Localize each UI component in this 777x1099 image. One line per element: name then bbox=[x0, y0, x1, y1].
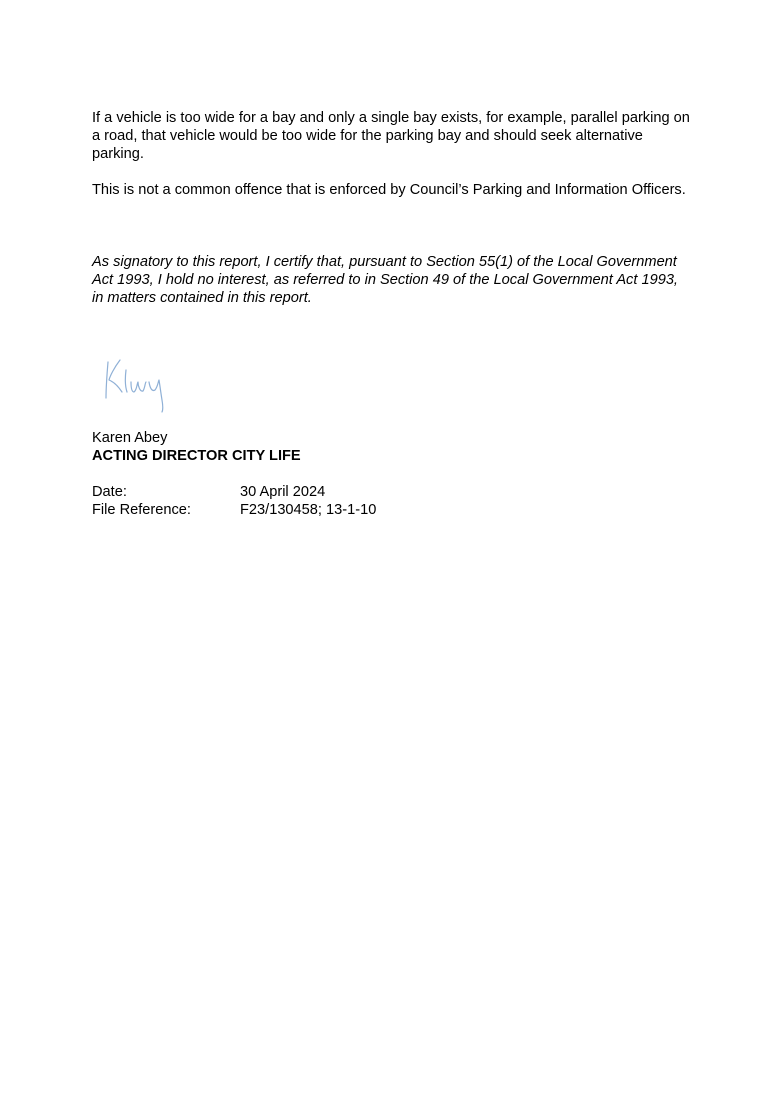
date-row bbox=[92, 483, 376, 501]
signer-name: Karen Abey bbox=[92, 430, 168, 446]
paragraph-enforcement: This is not a common offence that is enforced by Council’s Parking and Information Officers. bbox=[92, 182, 686, 198]
signer-block bbox=[92, 429, 301, 465]
signer-title: ACTING DIRECTOR CITY LIFE bbox=[92, 448, 301, 464]
file-reference-row bbox=[92, 501, 376, 519]
date-label: Date: bbox=[92, 484, 127, 500]
paragraph-wide-vehicle: If a vehicle is too wide for a bay and only a single bay exists, for example, parallel parking on a road, that vehicle would be too wide for the parking bay and should seek alternative parking. bbox=[92, 110, 690, 162]
date-value: 30 April 2024 bbox=[240, 484, 326, 500]
document-metadata bbox=[92, 483, 376, 519]
handwritten-signature bbox=[100, 352, 190, 416]
file-reference-label: File Reference: bbox=[92, 502, 191, 518]
certification-statement: As signatory to this report, I certify that, pursuant to Section 55(1) of the Local Government Act 1993, I hold no interest, as referred to in Section 49 of the Local Government Act 1993, in matters contained in this report. bbox=[92, 254, 678, 306]
file-reference-value: F23/130458; 13-1-10 bbox=[240, 502, 377, 518]
